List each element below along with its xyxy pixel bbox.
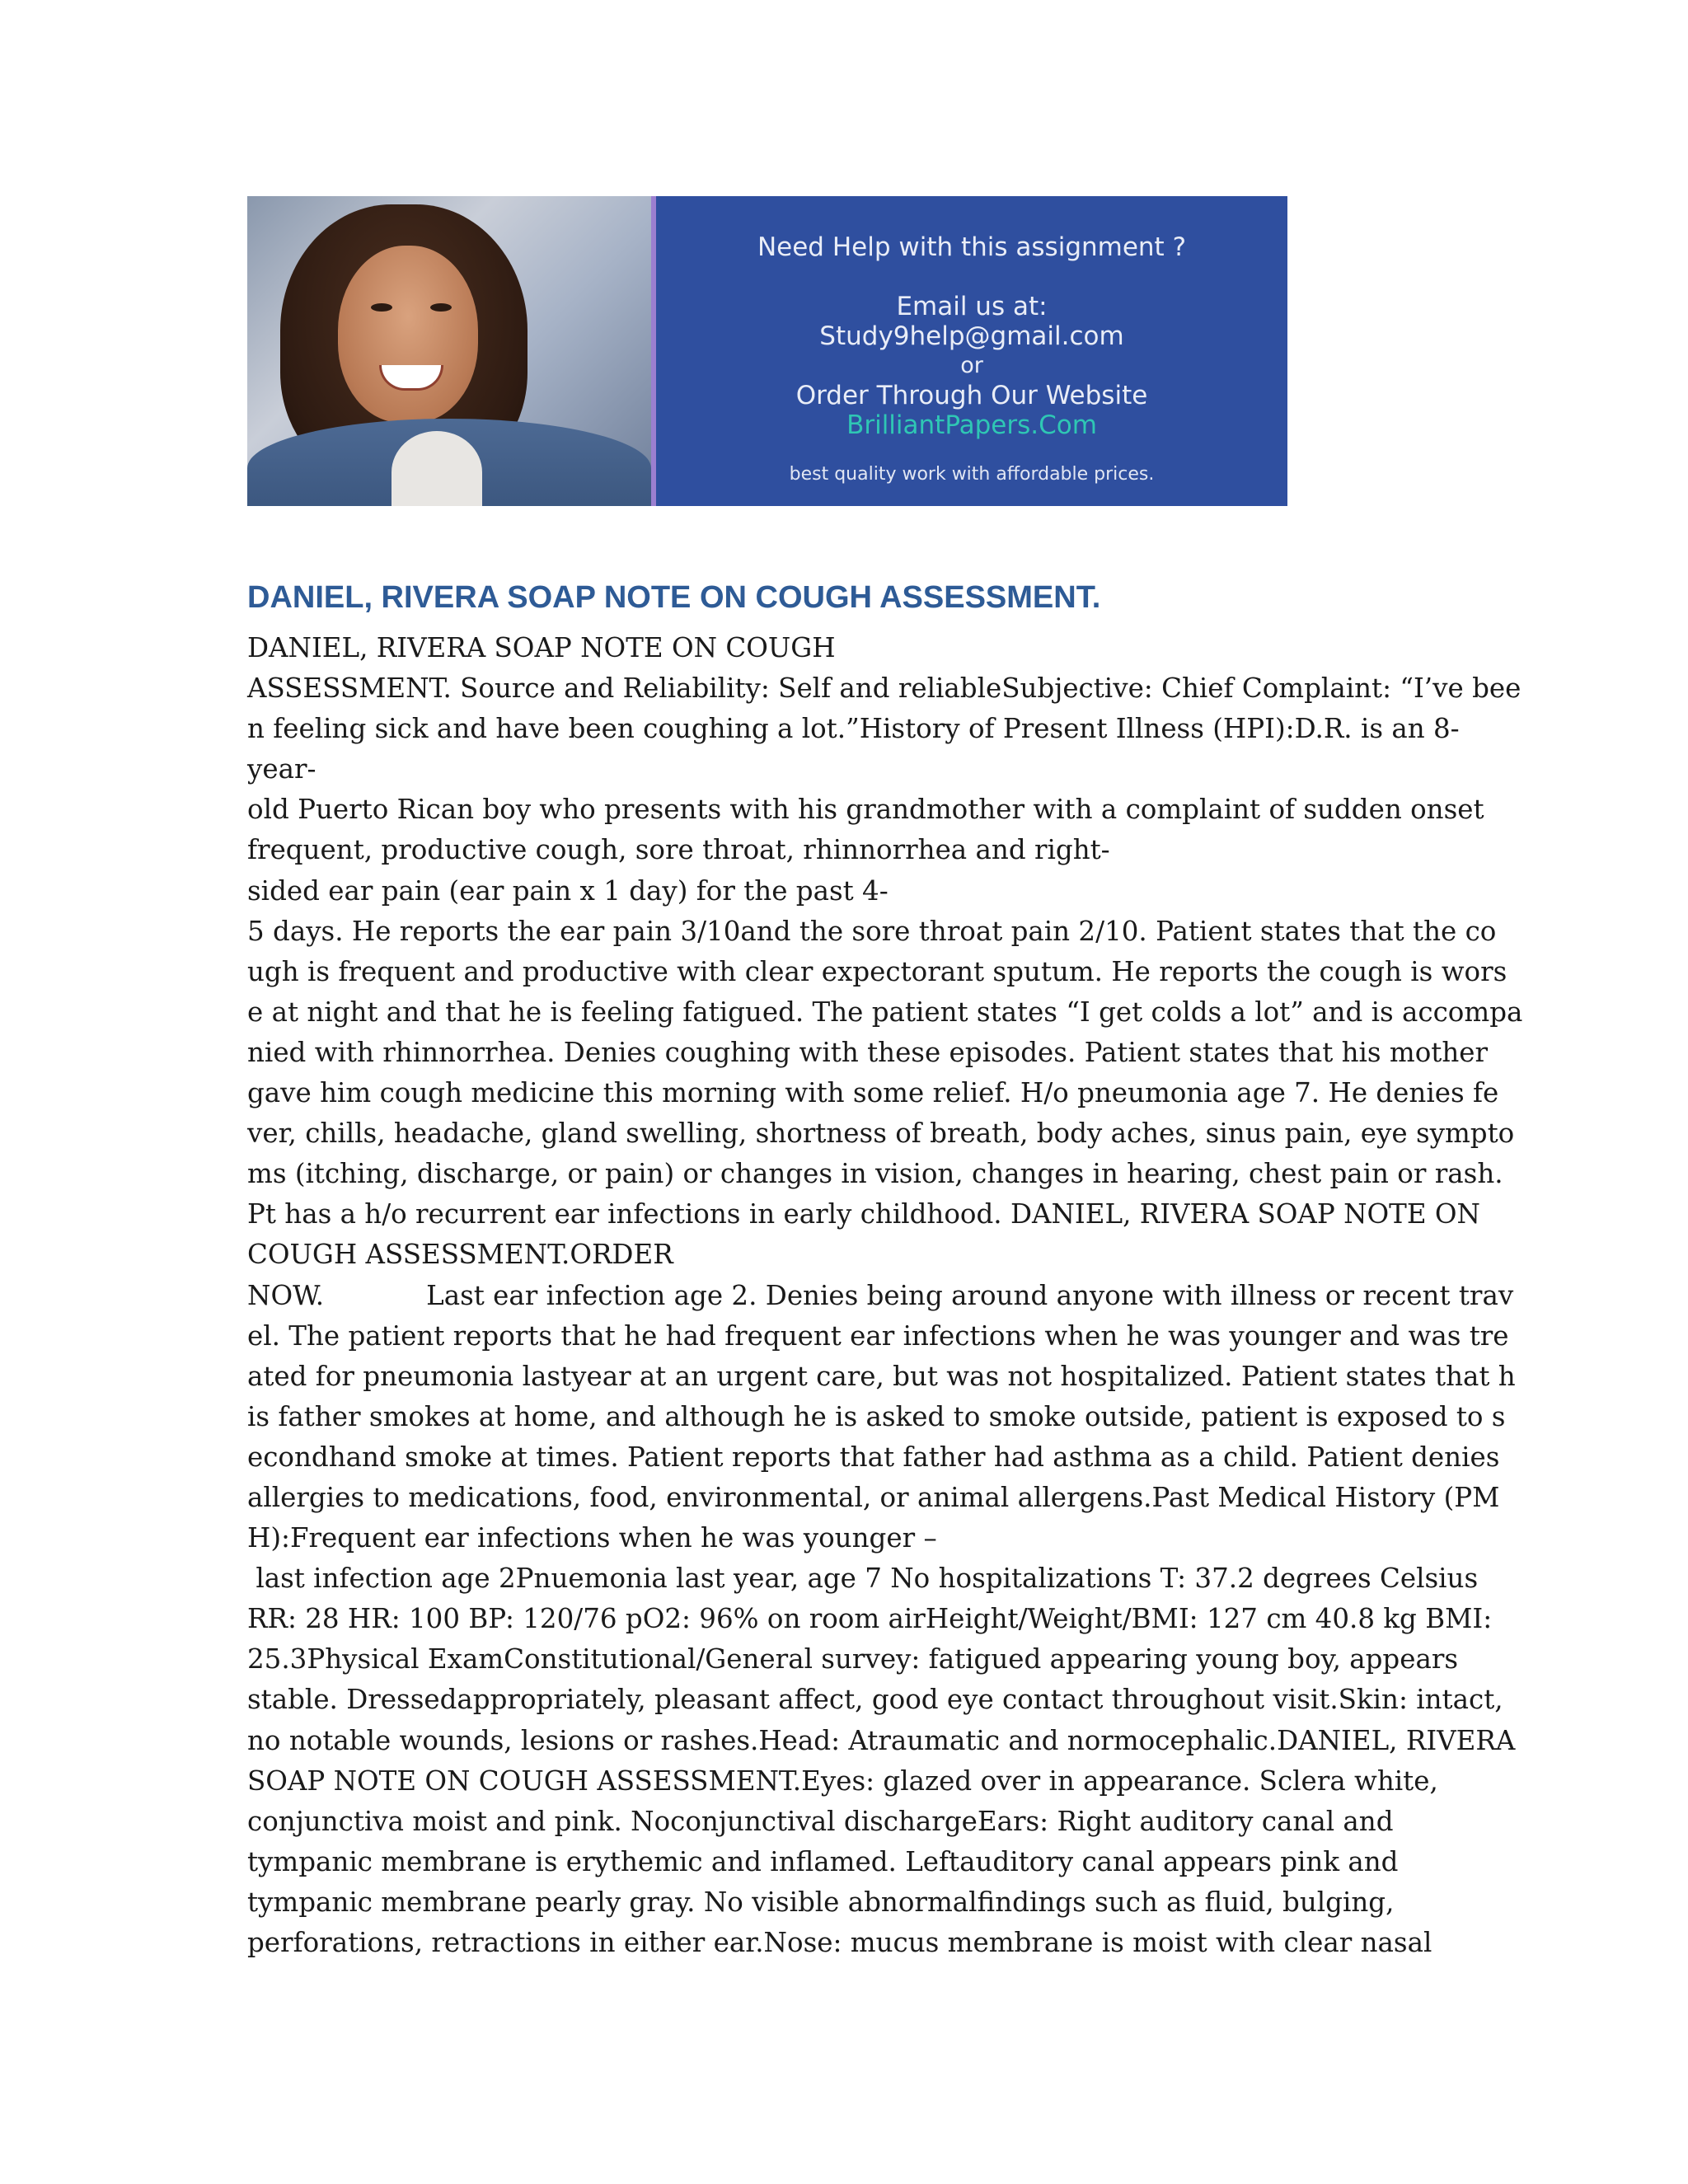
body-line: RR: 28 HR: 100 BP: 120/76 pO2: 96% on room airHeight/Weight/BMI: 127 cm 40.8 kg BMI: [247, 1603, 1493, 1635]
body-line: conjunctiva moist and pink. Noconjunctival dischargeEars: Right auditory canal and [247, 1805, 1394, 1837]
body-line: COUGH ASSESSMENT.ORDER [247, 1239, 673, 1271]
body-line: allergies to medications, food, environmental, or animal allergens.Past Medical History (PM [247, 1481, 1500, 1513]
banner-text-panel [651, 196, 1287, 506]
body-line: last infection age 2Pnuemonia last year, age 7 No hospitalizations T: 37.2 degrees Celsius [247, 1563, 1479, 1595]
body-line: ugh is frequent and productive with clear expectorant sputum. He reports the cough is wors [247, 955, 1507, 987]
banner-order-text: Order Through Our Website [795, 381, 1148, 410]
body-line: old Puerto Rican boy who presents with his grandmother with a complaint of sudden onset [247, 794, 1484, 826]
banner-email-label: Email us at: [896, 292, 1048, 321]
body-line: e at night and that he is feeling fatigued. The patient states “I get colds a lot” and is accompa [247, 996, 1523, 1028]
body-line: stable. Dressedappropriately, pleasant affect, good eye contact throughout visit.Skin: intact, [247, 1684, 1503, 1716]
document-title: DANIEL, RIVERA SOAP NOTE ON COUGH ASSESSMENT. [247, 580, 1101, 615]
body-line: year- [247, 753, 316, 785]
body-line: Pt has a h/o recurrent ear infections in early childhood. DANIEL, RIVERA SOAP NOTE ON [247, 1198, 1480, 1230]
body-line: DANIEL, RIVERA SOAP NOTE ON COUGH [247, 632, 836, 663]
document-body [247, 628, 1523, 1963]
body-line: gave him cough medicine this morning with some relief. H/o pneumonia age 7. He denies fe [247, 1077, 1499, 1109]
body-line: H):Frequent ear infections when he was younger – [247, 1522, 937, 1554]
banner-tagline: best quality work with affordable prices. [789, 464, 1155, 485]
body-line: SOAP NOTE ON COUGH ASSESSMENT.Eyes: glazed over in appearance. Sclera white, [247, 1765, 1438, 1797]
body-line: ms (itching, discharge, or pain) or changes in vision, changes in hearing, chest pain or rash. [247, 1158, 1503, 1190]
body-line: frequent, productive cough, sore throat, rhinnorrhea and right- [247, 834, 1110, 866]
body-line: ver, chills, headache, gland swelling, shortness of breath, body aches, sinus pain, eye sympto [247, 1118, 1515, 1150]
body-line: tympanic membrane pearly gray. No visible abnormalfindings such as fluid, bulging, [247, 1886, 1395, 1918]
body-line: el. The patient reports that he had frequent ear infections when he was younger and was tre [247, 1319, 1509, 1352]
body-line: perforations, retractions in either ear.Nose: mucus membrane is moist with clear nasal [247, 1927, 1432, 1958]
body-line: 25.3Physical ExamConstitutional/General survey: fatigued appearing young boy, appears [247, 1643, 1459, 1675]
woman-photo [247, 196, 651, 506]
body-line: econdhand smoke at times. Patient reports that father had asthma as a child. Patient denies [247, 1441, 1500, 1473]
body-line: n feeling sick and have been coughing a lot.”History of Present Illness (HPI):D.R. is an 8- [247, 713, 1460, 745]
body-line: nied with rhinnorrhea. Denies coughing with these episodes. Patient states that his mother [247, 1036, 1489, 1068]
banner-website-link[interactable]: BrilliantPapers.Com [846, 410, 1097, 440]
banner-headline: Need Help with this assignment ? [757, 232, 1187, 262]
ad-banner[interactable] [247, 196, 1287, 506]
banner-email-link[interactable]: Study9help@gmail.com [819, 321, 1124, 351]
face-shape [338, 246, 478, 423]
body-line: 5 days. He reports the ear pain 3/10and the sore throat pain 2/10. Patient states that the co [247, 915, 1497, 947]
body-line: ASSESSMENT. Source and Reliability: Self and reliableSubjective: Chief Complaint: “I’ve bee [247, 673, 1522, 705]
body-line: ated for pneumonia lastyear at an urgent care, but was not hospitalized. Patient states that h [247, 1360, 1516, 1392]
body-line: tympanic membrane is erythemic and inflamed. Leftauditory canal appears pink and [247, 1845, 1399, 1877]
shirt-shape [392, 431, 482, 506]
eye-shape [430, 303, 452, 312]
body-line: NOW. Last ear infection age 2. Denies being around anyone with illness or recent trav [247, 1279, 1514, 1311]
body-line: is father smokes at home, and although he is asked to smoke outside, patient is exposed to s [247, 1400, 1506, 1432]
body-line: sided ear pain (ear pain x 1 day) for the past 4- [247, 874, 889, 907]
eye-shape [371, 303, 392, 312]
body-line: no notable wounds, lesions or rashes.Head: Atraumatic and normocephalic.DANIEL, RIVERA [247, 1724, 1516, 1756]
banner-or: or [960, 353, 983, 378]
